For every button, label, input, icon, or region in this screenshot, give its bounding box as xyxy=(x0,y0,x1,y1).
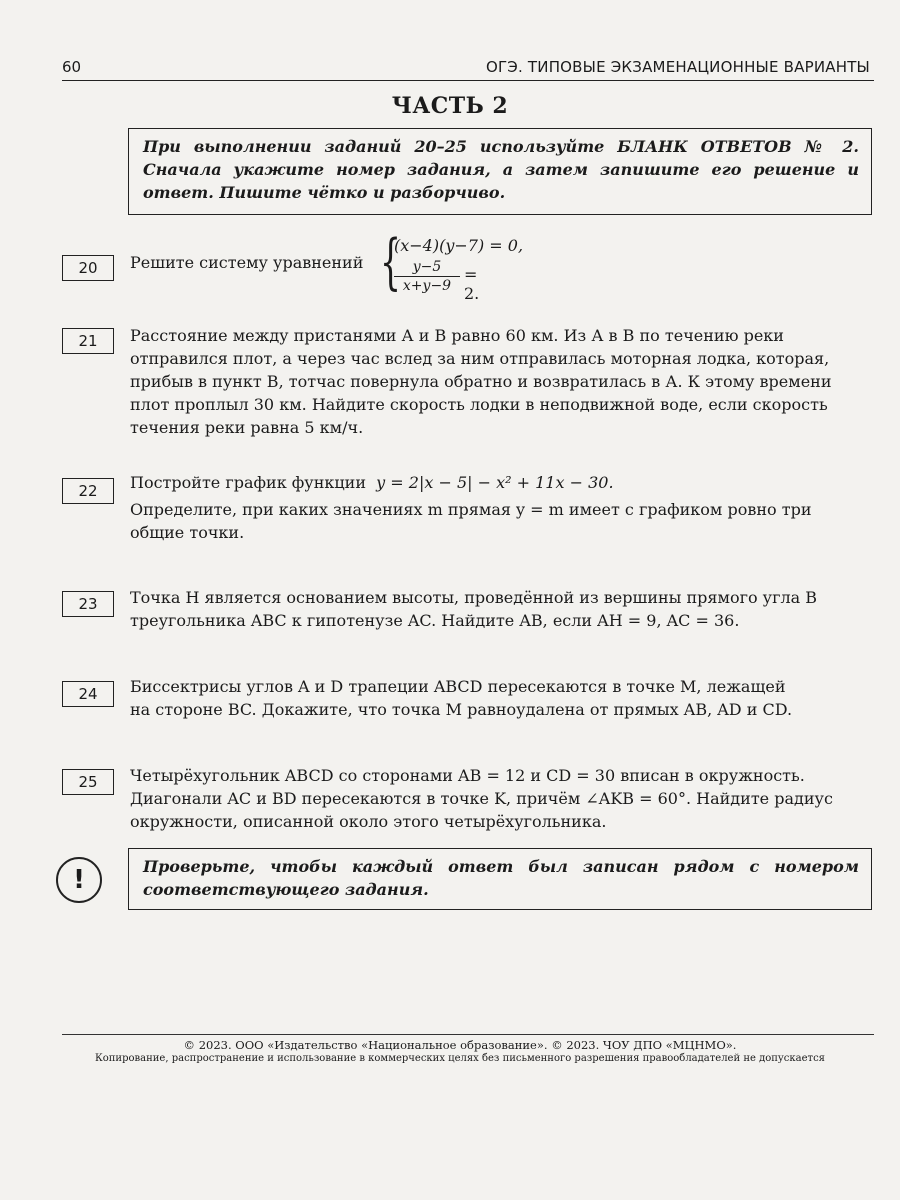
task-number-20: 20 xyxy=(62,255,114,281)
task-line: общие точки. xyxy=(130,523,245,542)
task-number-23: 23 xyxy=(62,591,114,617)
copyright-notice: Копирование, распространение и использование в коммерческих целях без письменного разрешения правообладателей не допускается xyxy=(95,1053,825,1064)
task-24-text xyxy=(130,675,874,721)
equation-2-fraction xyxy=(394,258,460,295)
task-25-text xyxy=(130,764,874,833)
fraction-denominator: x+y−9 xyxy=(402,278,452,294)
task-number-22: 22 xyxy=(62,478,114,504)
task-line: Четырёхугольник ABCD со сторонами AB = 12 и CD = 30 вписан в окружность. xyxy=(130,766,805,785)
task-line xyxy=(130,471,874,494)
header-divider xyxy=(62,80,874,81)
running-title: ОГЭ. ТИПОВЫЕ ЭКЗАМЕНАЦИОННЫЕ ВАРИАНТЫ xyxy=(485,58,870,76)
task-22-text xyxy=(130,471,874,544)
equation-1: (x−4)(y−7) = 0, xyxy=(394,236,524,255)
task-21-text xyxy=(130,324,874,439)
task-line: Расстояние между пристанями А и В равно 60 км. Из А в В по течению реки xyxy=(130,326,784,345)
page-number: 60 xyxy=(62,58,82,76)
task-line: треугольника ABC к гипотенузе AC. Найдите AB, если AH = 9, AC = 36. xyxy=(130,611,740,630)
page-footer xyxy=(40,1038,880,1066)
part-title: ЧАСТЬ 2 xyxy=(391,93,509,119)
task-line: Биссектрисы углов A и D трапеции ABCD пересекаются в точке M, лежащей xyxy=(130,677,786,696)
task-line: на стороне BC. Докажите, что точка M равноудалена от прямых AB, AD и CD. xyxy=(130,700,793,719)
task-line: Определите, при каких значениях m прямая y = m имеет с графиком ровно три xyxy=(130,500,812,519)
system-brace: { xyxy=(380,227,402,297)
task-line: Точка H является основанием высоты, проведённой из вершины прямого угла B xyxy=(130,588,818,607)
task-23-text xyxy=(130,586,874,632)
task-line: прибыв в пункт В, тотчас повернула обратно и возвратилась в А. К этому времени xyxy=(130,372,832,391)
task-number-24: 24 xyxy=(62,681,114,707)
fraction-numerator: y−5 xyxy=(394,258,460,277)
exclamation-icon: ! xyxy=(56,857,102,903)
reminder-box: Проверьте, чтобы каждый ответ был записан рядом с номером соответствующего задания. xyxy=(128,848,872,910)
task-line: окружности, описанной около этого четырёхугольника. xyxy=(130,812,607,831)
task-22-intro: Постройте график функции xyxy=(130,473,366,492)
footer-divider xyxy=(62,1034,874,1035)
task-line: плот проплыл 30 км. Найдите скорость лодки в неподвижной воде, если скорость xyxy=(130,395,828,414)
task-20-label: Решите систему уравнений xyxy=(130,253,364,272)
task-line: Диагонали AC и BD пересекаются в точке K, причём ∠AKB = 60°. Найдите радиус xyxy=(130,789,833,808)
task-line: отправился плот, а через час вслед за ним отправилась моторная лодка, которая, xyxy=(130,349,830,368)
copyright-line: © 2023. ООО «Издательство «Национальное образование». © 2023. ЧОУ ДПО «МЦНМО». xyxy=(183,1038,737,1052)
instructions-box: При выполнении заданий 20–25 используйте БЛАНК ОТВЕТОВ № 2. Сначала укажите номер задания, а затем запишите его решение и ответ. Пишите чётко и разборчиво. xyxy=(128,128,872,215)
equation-2-rhs: = 2. xyxy=(464,265,480,303)
task-line: течения реки равна 5 км/ч. xyxy=(130,418,364,437)
page-header xyxy=(62,56,870,78)
task-number-21: 21 xyxy=(62,328,114,354)
task-number-25: 25 xyxy=(62,769,114,795)
function-formula: y = 2|x − 5| − x² + 11x − 30. xyxy=(376,473,614,492)
